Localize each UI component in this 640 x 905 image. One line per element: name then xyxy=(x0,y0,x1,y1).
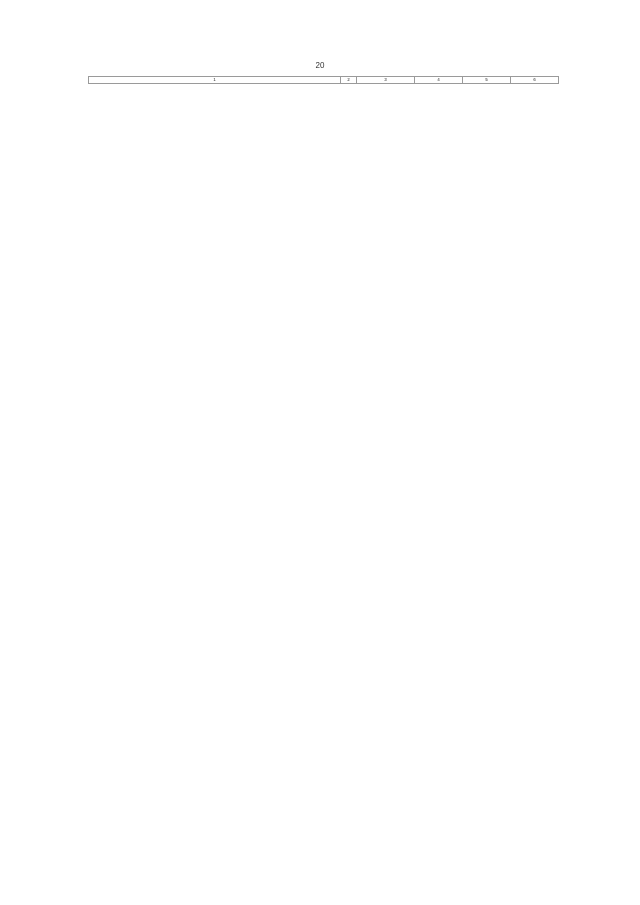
column-number: 3 xyxy=(357,77,415,84)
column-number: 5 xyxy=(463,77,511,84)
column-number: 6 xyxy=(511,77,559,84)
column-number: 4 xyxy=(415,77,463,84)
column-number: 2 xyxy=(341,77,357,84)
budget-table xyxy=(88,76,559,84)
column-number-row xyxy=(89,77,559,84)
column-number: 1 xyxy=(89,77,341,84)
budget-table-body xyxy=(89,77,559,84)
page-number: 20 xyxy=(315,61,325,70)
